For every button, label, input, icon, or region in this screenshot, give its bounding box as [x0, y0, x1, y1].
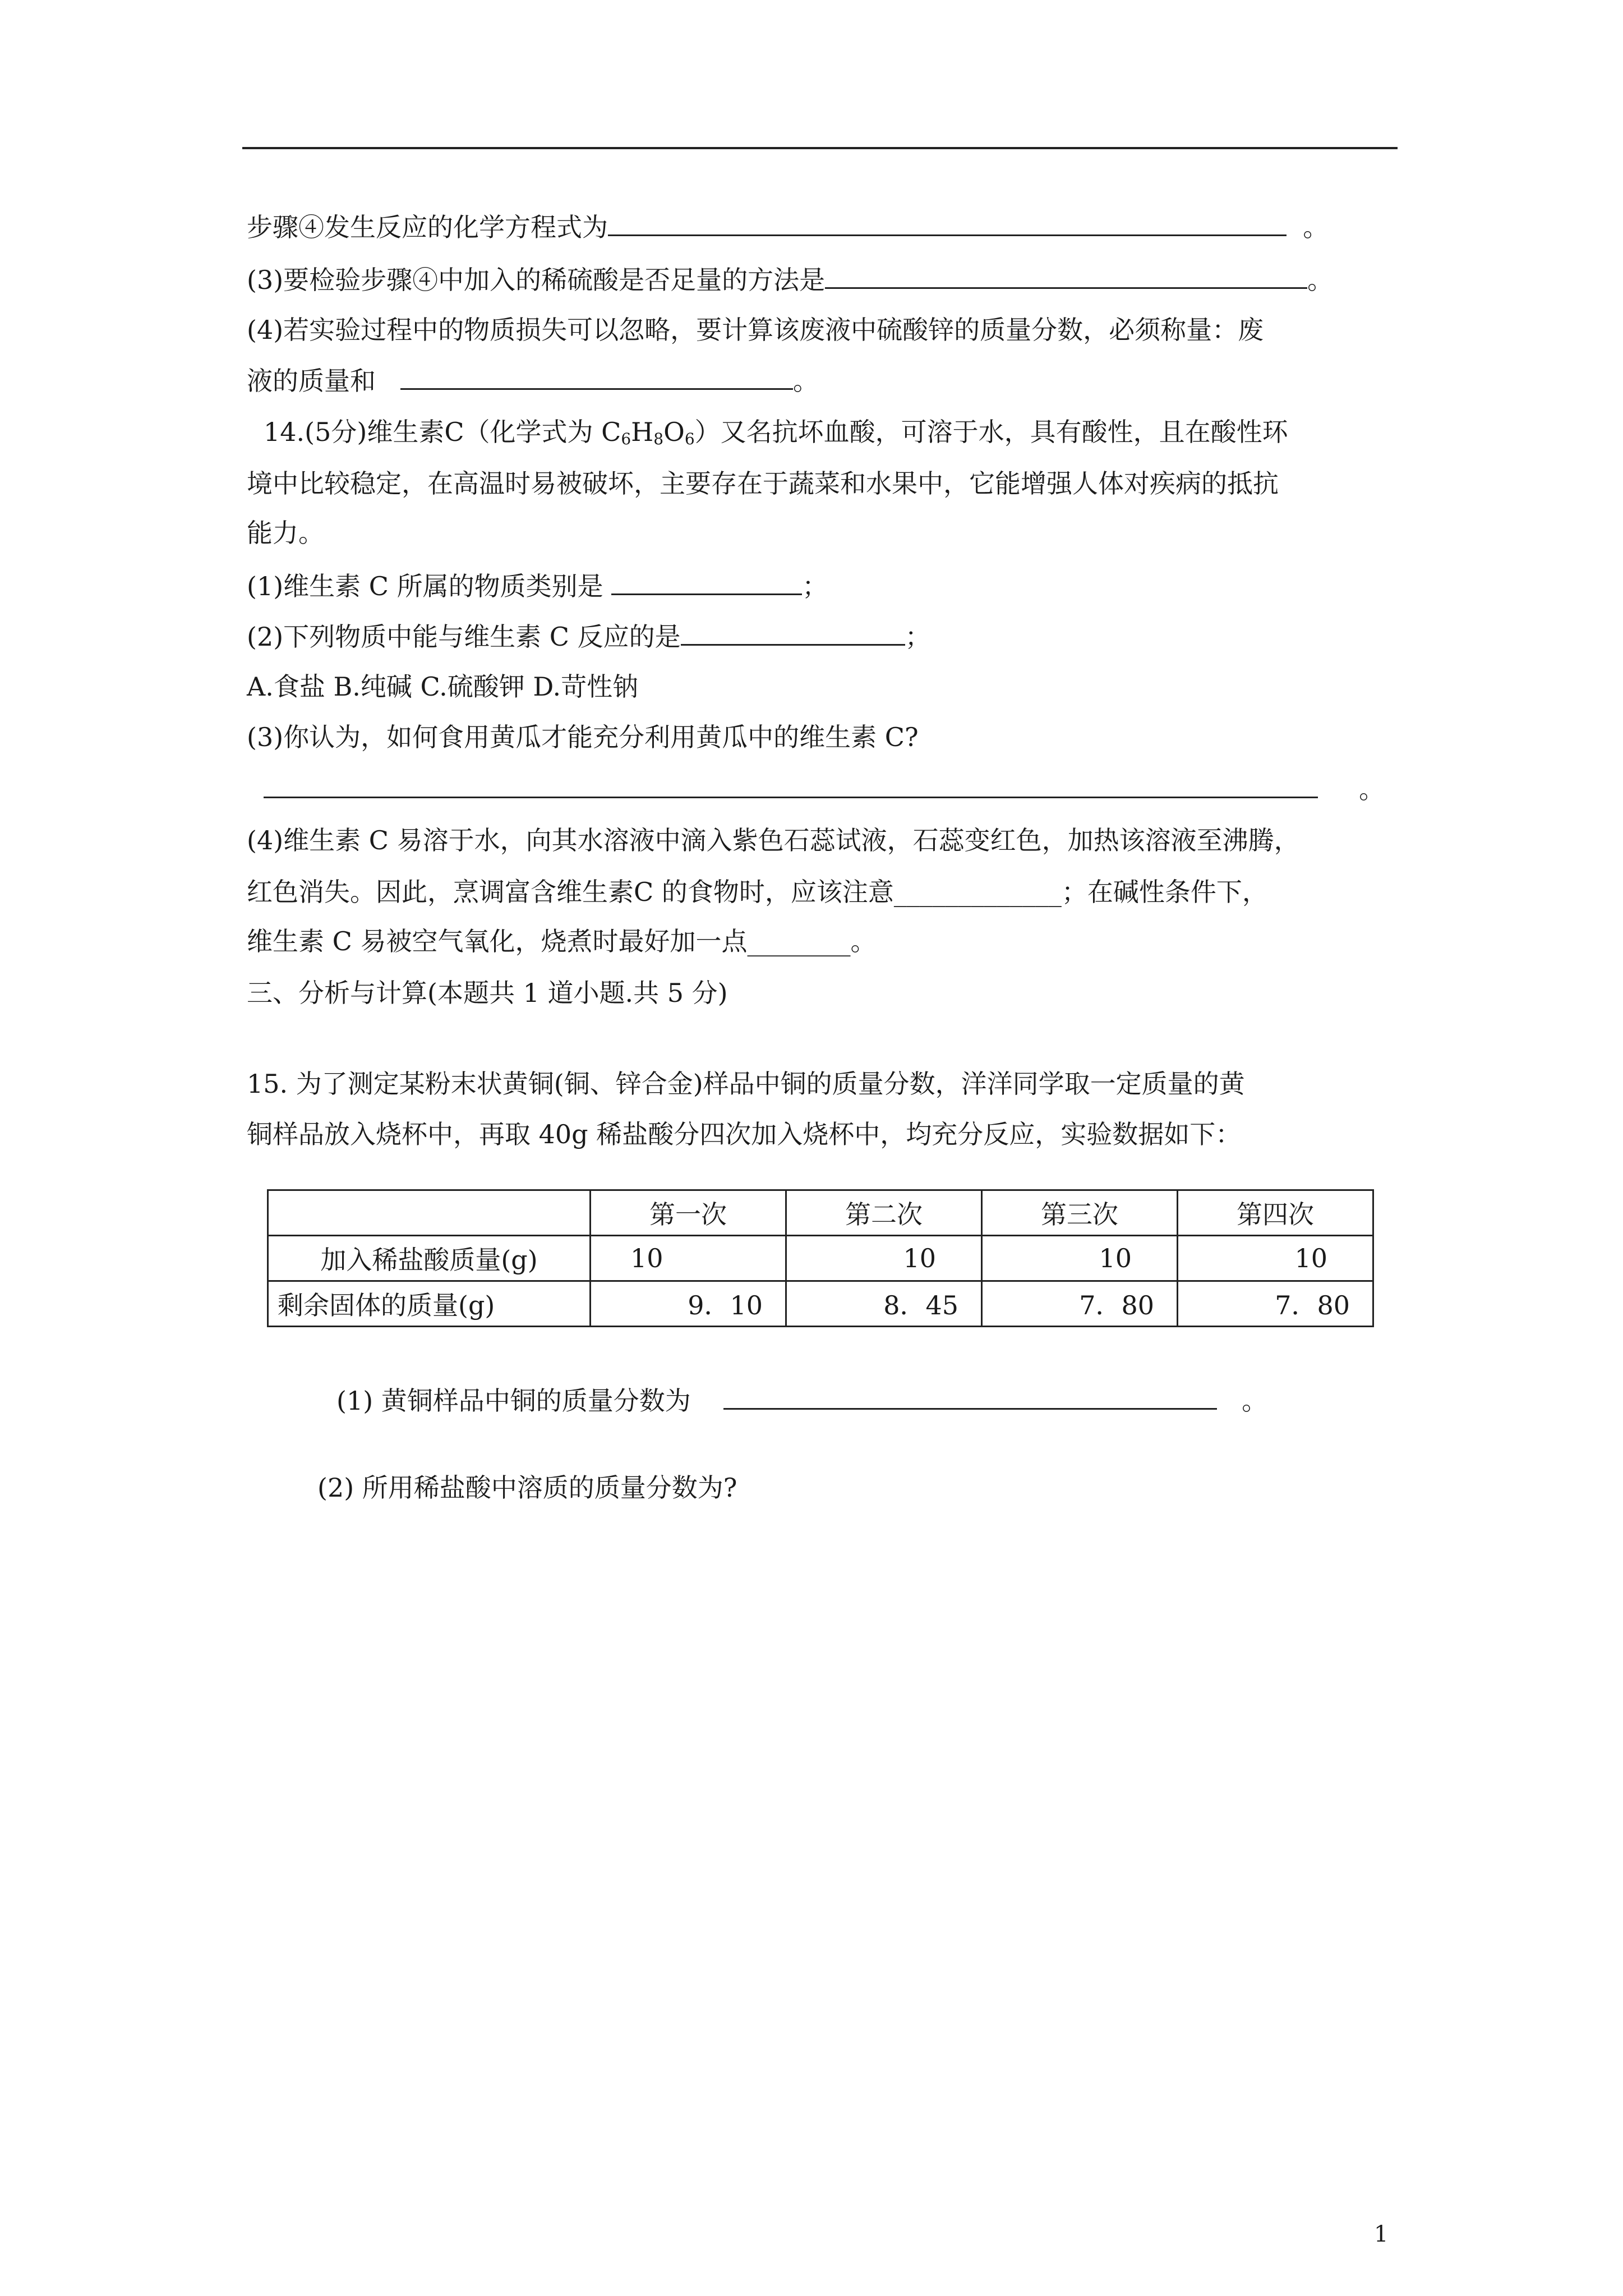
q13-part3-line: (3)要检验步骤④中加入的稀硫酸是否足量的方法是 。	[247, 261, 1333, 297]
answer-blank[interactable]	[723, 1382, 1217, 1410]
table-header: 第四次	[1178, 1190, 1373, 1236]
answer-blank[interactable]	[681, 618, 905, 646]
table-cell: 7．80	[982, 1281, 1178, 1327]
table-cell: 10	[982, 1236, 1178, 1281]
table-header-row	[268, 1190, 1373, 1236]
data-table	[267, 1189, 1374, 1327]
q14-part2: (2)下列物质中能与维生素 C 反应的是 ；	[247, 618, 931, 654]
table-cell: 7．80	[1178, 1281, 1373, 1327]
table-cell: 8．45	[786, 1281, 982, 1327]
section-heading: 三、分析与计算(本题共 1 道小题.共 5 分)	[247, 978, 728, 1008]
table-cell: 10	[786, 1236, 982, 1281]
table-header: 第二次	[786, 1190, 982, 1236]
table-cell: 10	[1178, 1236, 1373, 1281]
answer-blank[interactable]	[825, 261, 1307, 289]
table-row	[268, 1236, 1373, 1281]
page-number: 1	[1374, 2221, 1389, 2247]
q14-intro-line2: 境中比较稳定，在高温时易被破坏，主要存在于蔬菜和水果中，它能增强人体对疾病的抵抗	[247, 468, 1279, 499]
answer-blank[interactable]	[611, 568, 802, 595]
q14-part3-answer: 。	[264, 771, 1385, 806]
answer-blank[interactable]	[608, 209, 1287, 236]
table-row-label: 剩余固体的质量(g)	[268, 1281, 591, 1327]
table-row-label: 加入稀盐酸质量(g)	[268, 1236, 591, 1281]
answer-blank[interactable]	[400, 362, 793, 390]
q14-part1: (1)维生素 C 所属的物质类别是 ；	[247, 568, 828, 603]
table-header: 第一次	[591, 1190, 786, 1236]
q15-line2: 铜样品放入烧杯中，再取 40g 稀盐酸分四次加入烧杯中，均充分反应，实验数据如下：	[247, 1119, 1242, 1149]
q14-intro-line3: 能力。	[247, 518, 324, 548]
table-cell: 10	[591, 1236, 786, 1281]
q15-sub2: (2) 所用稀盐酸中溶质的质量分数为?	[317, 1473, 737, 1503]
q15-sub1: (1) 黄铜样品中铜的质量分数为 。	[336, 1382, 1267, 1418]
q14-options: A.食盐 B.纯碱 C.硫酸钾 D.苛性钠	[247, 671, 639, 702]
q15-line1: 15. 为了测定某粉末状黄铜(铜、锌合金)样品中铜的质量分数，洋洋同学取一定质量的黄	[247, 1069, 1245, 1099]
q13-equation-line: 步骤④发生反应的化学方程式为 。	[247, 209, 1329, 244]
table-cell: 9．10	[591, 1281, 786, 1327]
q14-intro-line1: 14.(5分)维生素C（化学式为 $C_6H_8O_6$）又名抗坏血酸，可溶于水，具有酸性，且在酸性环	[264, 417, 1288, 448]
q14-part3: (3)你认为，如何食用黄瓜才能充分利用黄瓜中的维生素 C?	[247, 722, 919, 752]
table-cell	[268, 1190, 591, 1236]
q13-part4-line: (4)若实验过程中的物质损失可以忽略，要计算该废液中硫酸锌的质量分数，必须称量：废	[247, 315, 1264, 345]
q13-part4-cont: 液的质量和 。	[247, 362, 819, 398]
answer-blank[interactable]	[264, 771, 1318, 798]
q14-part4-line3: 维生素 C 易被空气氧化，烧煮时最好加一点________。	[247, 926, 877, 956]
header-rule	[242, 147, 1398, 149]
q14-part4-line1: (4)维生素 C 易溶于水，向其水溶液中滴入紫色石蕊试液，石蕊变红色，加热该溶液至沸腾，	[247, 825, 1300, 855]
q14-part4-line2: 红色消失。因此，烹调富含维生素C 的食物时，应该注意_____________；在碱性条件下，	[247, 877, 1268, 907]
table-row	[268, 1281, 1373, 1327]
table-header: 第三次	[982, 1190, 1178, 1236]
